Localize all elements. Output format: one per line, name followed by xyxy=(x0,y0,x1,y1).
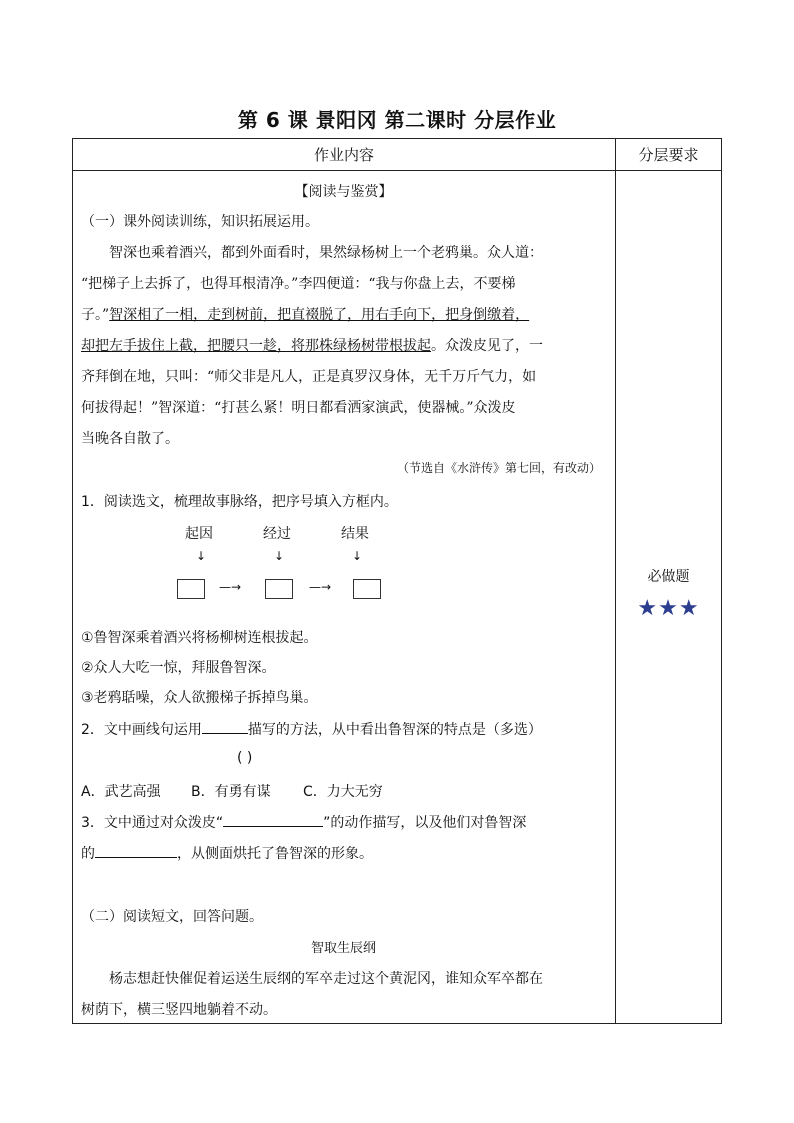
passage-source: （节选自《水浒传》第七回，有改动） xyxy=(396,461,601,475)
story-line-2: 树荫下，横三竖四地躺着不动。 xyxy=(81,1002,277,1018)
underlined-sentence-cont: 却把左手拔住上截，把腰只一趁，将那株绿杨树带根拔起 xyxy=(81,338,431,354)
homework-table xyxy=(72,138,722,1024)
star-rating-icon: ★★★ xyxy=(637,596,700,621)
content-column-header: 作业内容 xyxy=(73,139,616,171)
story-title: 智取生辰纲 xyxy=(310,941,376,956)
passage-line-6: 何拔得起！”智深道：“打甚么紧！明日都看洒家演武，使器械。”众泼皮 xyxy=(81,400,516,416)
passage-line-2: “把梯子上去拆了，也得耳根清净。”李四便道：“我与你盘上去，不要梯 xyxy=(81,276,516,292)
answer-box-process[interactable] xyxy=(265,579,293,599)
passage-line-7: 当晚各自散了。 xyxy=(81,431,179,447)
answer-box-cause[interactable] xyxy=(177,579,205,599)
choice-c[interactable]: C．力大无穷 xyxy=(303,784,383,800)
page-title: 第 6 课 景阳冈 第二课时 分层作业 xyxy=(237,108,557,132)
flow-label-process: 经过 xyxy=(263,526,291,542)
requirement-label: 必做题 xyxy=(647,569,690,585)
section-heading: 【阅读与鉴赏】 xyxy=(294,184,393,200)
story-line-1: 杨志想赶快催促着运送生辰纲的军卒走过这个黄泥冈，谁知众军卒都在 xyxy=(109,971,543,987)
flow-label-result: 结果 xyxy=(341,526,369,542)
underlined-sentence: 智深相了一相，走到树前，把直裰脱了，用右手向下，把身倒缴着， xyxy=(109,307,530,323)
fill-blank[interactable] xyxy=(95,843,177,858)
flow-label-cause: 起因 xyxy=(185,526,213,542)
question-1: 1．阅读选文，梳理故事脉络，把序号填入方框内。 xyxy=(81,494,398,510)
question-2: 2．文中画线句运用 描写的方法，从中看出鲁智深的特点是（多选） xyxy=(81,719,542,739)
arrow-down-icon: ↓ xyxy=(352,549,363,563)
part1-heading: （一）课外阅读训练，知识拓展运用。 xyxy=(81,214,319,230)
event-option-3: ③老鸦聒噪，众人欲搬梯子拆掉鸟巢。 xyxy=(81,690,318,706)
requirement-cell xyxy=(616,171,722,1024)
arrow-right-icon: —→ xyxy=(309,580,332,594)
arrow-down-icon: ↓ xyxy=(196,549,207,563)
arrow-right-icon: —→ xyxy=(219,580,242,594)
answer-parentheses[interactable]: ( ) xyxy=(237,750,253,766)
question-3-cont: 的 ，从侧面烘托了鲁智深的形象。 xyxy=(81,843,373,863)
part2-heading: （二）阅读短文，回答问题。 xyxy=(81,909,263,925)
passage-line-3: 子。”智深相了一相，走到树前，把直裰脱了，用右手向下，把身倒缴着， xyxy=(81,307,530,323)
answer-box-result[interactable] xyxy=(353,579,381,599)
event-option-1: ①鲁智深乘着酒兴将杨柳树连根拔起。 xyxy=(81,630,318,646)
passage-line-4: 却把左手拔住上截，把腰只一趁，将那株绿杨树带根拔起。众泼皮见了，一 xyxy=(81,338,543,354)
choice-a[interactable]: A．武艺高强 xyxy=(81,784,161,800)
passage-line-5: 齐拜倒在地，只叫：“师父非是凡人，正是真罗汉身体，无千万斤气力，如 xyxy=(81,369,537,385)
passage-line-1: 智深也乘着酒兴，都到外面看时，果然绿杨树上一个老鸦巢。众人道： xyxy=(109,245,543,261)
choice-b[interactable]: B．有勇有谋 xyxy=(191,784,271,800)
content-cell xyxy=(73,171,616,1024)
question-3: 3．文中通过对众泼皮“ ”的动作描写，以及他们对鲁智深 xyxy=(81,812,526,832)
arrow-down-icon: ↓ xyxy=(274,549,285,563)
fill-blank[interactable] xyxy=(202,719,248,734)
fill-blank[interactable] xyxy=(223,812,323,827)
requirement-column-header: 分层要求 xyxy=(616,139,722,171)
event-option-2: ②众人大吃一惊，拜服鲁智深。 xyxy=(81,660,276,676)
